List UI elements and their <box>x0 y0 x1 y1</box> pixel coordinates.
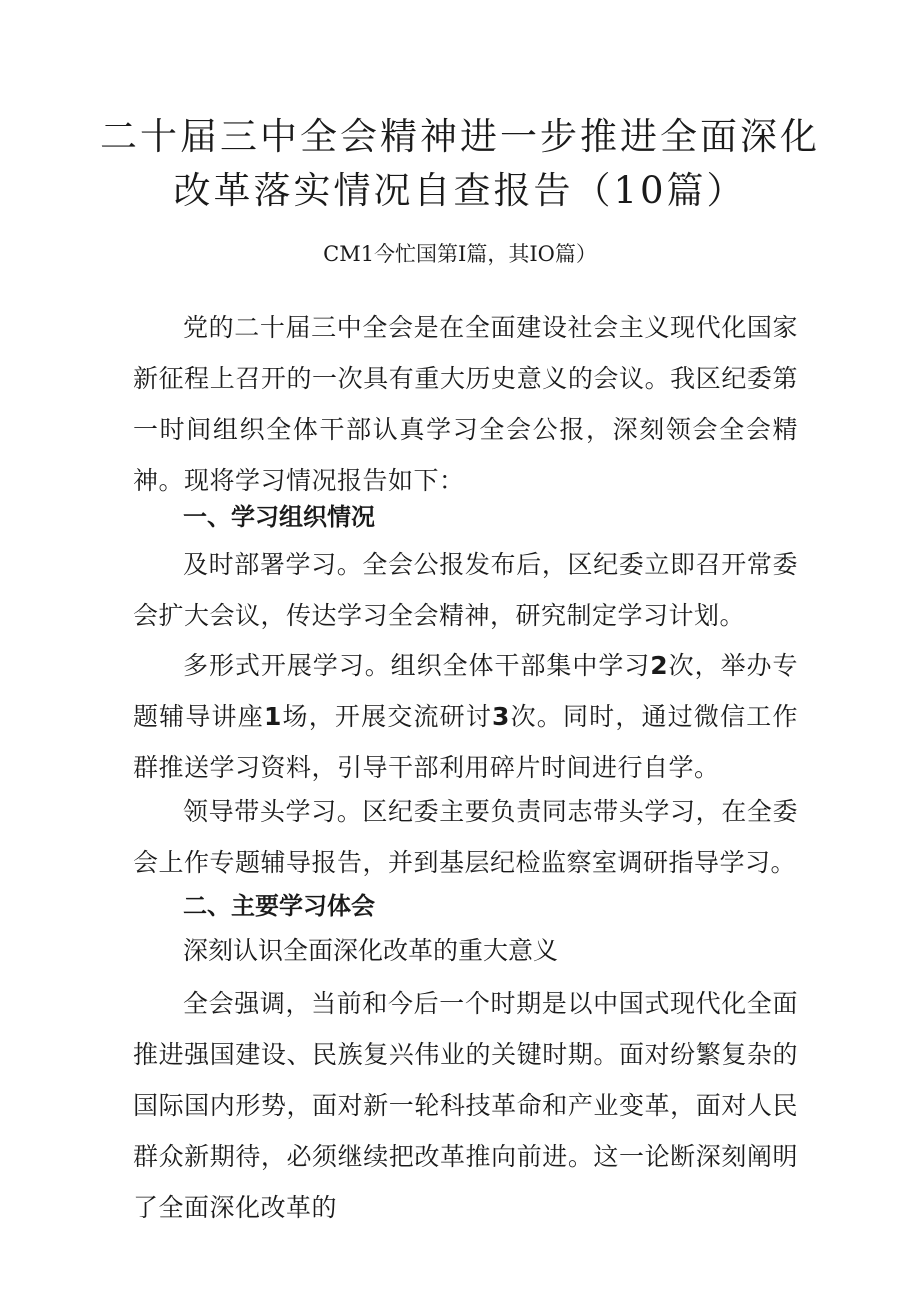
intro-paragraph: 党的二十届三中全会是在全面建设社会主义现代化国家新征程上召开的一次具有重大历史意义的会议。我区纪委第一时间组织全体干部认真学习全会公报，深刻领会全会精神。现将学习情况报告如下： <box>133 313 798 495</box>
document-subtitle: CM1今忙国第I篇，其IO篇） <box>323 242 597 266</box>
p2-num3: 3 <box>492 702 510 731</box>
section1-paragraph3: 领导带头学习。区纪委主要负责同志带头学习，在全委会上作专题辅导报告，并到基层纪检监察室调研指导学习。 <box>133 797 798 877</box>
p2-text-c: 场，开展交流研讨 <box>281 702 493 731</box>
p2-text-a: 多形式开展学习。组织全体干部集中学习 <box>183 651 651 680</box>
section2-paragraph1: 全会强调，当前和今后一个时期是以中国式现代化全面推进强国建设、民族复兴伟业的关键时期。面对纷繁复杂的国际国内形势，面对新一轮科技革命和产业变革，面对人民群众新期待，必须继续把改革推向前进。这一论断深刻阐明了全面深化改革的 <box>133 989 798 1222</box>
p2-num2: 1 <box>263 702 282 731</box>
section1-heading: 一、学习组织情况 <box>183 503 375 531</box>
section2-heading: 二、主要学习体会 <box>183 892 375 920</box>
section1-paragraph2 <box>133 640 798 793</box>
p2-num1: 2 <box>650 651 669 680</box>
p2-text-b: 次，举办专题辅导讲座 <box>133 651 798 731</box>
document-title-line1: 二十届三中全会精神进一步推进全面深化 <box>100 115 820 158</box>
section2-subheading: 深刻认识全面深化改革的重大意义 <box>183 936 559 965</box>
section1-paragraph1: 及时部署学习。全会公报发布后，区纪委立即召开常委会扩大会议，传达学习全会精神，研究制定学习计划。 <box>133 550 798 630</box>
p2-text-d: 次。同时，通过微信工作群推送学习资料，引导干部利用碎片时间进行自学。 <box>133 702 798 782</box>
document-title-line2: 改革落实情况自查报告（10篇） <box>173 169 747 212</box>
